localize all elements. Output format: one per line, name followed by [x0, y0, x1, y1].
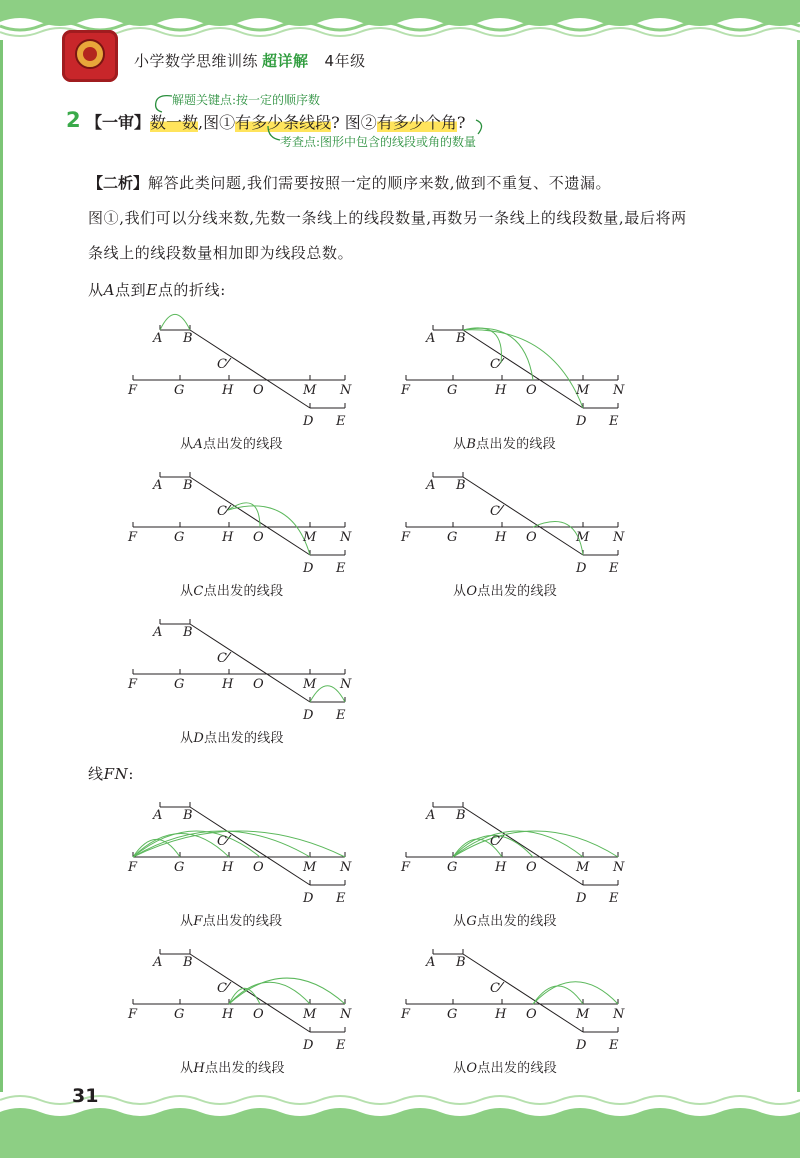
- arc-a-b: [160, 314, 190, 330]
- point-label-b: B: [183, 331, 193, 346]
- figure-from-b: [398, 312, 638, 462]
- segment-bd: [463, 330, 583, 408]
- point-label-m: M: [303, 383, 317, 398]
- point-label-o: O: [253, 677, 264, 692]
- point-label-h: H: [495, 1007, 507, 1022]
- point-label-h: H: [495, 383, 507, 398]
- segment-bd: [463, 954, 583, 1032]
- point-label-g: G: [174, 860, 185, 875]
- figure-from-c: [125, 459, 365, 609]
- point-label-m: M: [303, 860, 317, 875]
- analysis-tag: 【二析】: [88, 174, 149, 192]
- segment-bd: [190, 807, 310, 885]
- figure-from-g: [398, 789, 638, 939]
- book-title: 小学数学思维训练: [134, 52, 259, 70]
- point-label-d: D: [576, 1038, 587, 1053]
- line5-a: 线: [88, 765, 104, 783]
- point-label-f: F: [401, 383, 411, 398]
- book-header: [134, 50, 366, 71]
- question-part4: ? 图②: [331, 113, 377, 132]
- annotation-arrow-icon: [474, 118, 490, 136]
- point-label-e: E: [336, 708, 346, 723]
- point-label-e: E: [336, 1038, 346, 1053]
- point-label-m: M: [576, 383, 590, 398]
- point-label-c: C: [490, 981, 500, 996]
- question-part6: ?: [456, 113, 466, 132]
- point-label-g: G: [447, 1007, 458, 1022]
- point-label-m: M: [576, 530, 590, 545]
- question-part3: 有多少条线段: [235, 113, 332, 132]
- point-label-a: A: [153, 955, 163, 970]
- arc-f-h: [133, 833, 229, 857]
- analysis-line-5: [88, 763, 134, 784]
- point-label-e: E: [336, 561, 346, 576]
- arc-f-n: [133, 831, 345, 857]
- arc-f-g: [133, 839, 180, 857]
- point-label-a: A: [153, 808, 163, 823]
- point-label-g: G: [447, 530, 458, 545]
- top-wave-band: [0, 0, 800, 40]
- segment-bd: [463, 477, 583, 555]
- annotation-exam-point: 考查点:图形中包含的线段或角的数量: [280, 135, 477, 149]
- point-label-b: B: [183, 478, 193, 493]
- point-label-a: A: [426, 808, 436, 823]
- point-label-b: B: [183, 955, 193, 970]
- figure-from-h: [125, 936, 365, 1086]
- point-label-n: N: [613, 530, 625, 545]
- segment-bd: [190, 330, 310, 408]
- figure-from-d: [125, 606, 365, 756]
- point-label-m: M: [303, 677, 317, 692]
- figure-caption: 从G点出发的线段: [453, 914, 557, 929]
- point-label-m: M: [576, 1007, 590, 1022]
- question-part2: ,图①: [198, 113, 236, 132]
- point-label-f: F: [128, 860, 138, 875]
- point-label-h: H: [222, 677, 234, 692]
- point-label-a: A: [153, 331, 163, 346]
- point-label-o: O: [526, 383, 537, 398]
- point-label-b: B: [456, 808, 466, 823]
- annotation-key-point: 解题关键点:按一定的顺序数: [172, 93, 321, 107]
- book-title-highlight: 超详解: [262, 52, 309, 70]
- point-label-f: F: [401, 860, 411, 875]
- point-label-n: N: [340, 530, 352, 545]
- point-label-h: H: [222, 1007, 234, 1022]
- line4-c: 点到: [115, 281, 147, 299]
- point-label-n: N: [613, 383, 625, 398]
- point-label-g: G: [447, 383, 458, 398]
- figure-caption: 从O点出发的线段: [453, 584, 558, 599]
- line4-d: E: [146, 281, 158, 299]
- point-label-o: O: [253, 383, 264, 398]
- point-label-f: F: [128, 677, 138, 692]
- figure-from-o-line: [398, 936, 638, 1086]
- line4-b: A: [103, 281, 116, 299]
- point-label-a: A: [153, 478, 163, 493]
- point-label-e: E: [609, 1038, 619, 1053]
- point-label-d: D: [303, 561, 314, 576]
- figure-from-a: [125, 312, 365, 462]
- arc-b-o: [463, 328, 533, 380]
- point-label-c: C: [217, 357, 227, 372]
- figure-caption: 从B点出发的线段: [453, 437, 556, 452]
- point-label-a: A: [426, 955, 436, 970]
- point-label-n: N: [613, 1007, 625, 1022]
- point-label-m: M: [303, 1007, 317, 1022]
- point-label-c: C: [217, 981, 227, 996]
- point-label-f: F: [401, 530, 411, 545]
- book-logo-icon: [62, 30, 118, 82]
- point-label-f: F: [128, 383, 138, 398]
- point-label-e: E: [609, 414, 619, 429]
- point-label-a: A: [153, 625, 163, 640]
- figure-caption: 从F点出发的线段: [180, 914, 283, 929]
- point-label-h: H: [222, 860, 234, 875]
- page-number: 31: [72, 1085, 99, 1107]
- figure-caption: 从H点出发的线段: [180, 1061, 285, 1076]
- line5-c: :: [128, 765, 134, 783]
- point-label-g: G: [447, 860, 458, 875]
- arc-o-n: [533, 982, 618, 1004]
- figure-from-o: [398, 459, 638, 609]
- line5-b: FN: [103, 765, 129, 783]
- segment-bd: [190, 954, 310, 1032]
- point-label-f: F: [128, 1007, 138, 1022]
- point-label-d: D: [576, 414, 587, 429]
- question-tag: 【一审】: [86, 113, 151, 132]
- arc-h-m: [229, 982, 310, 1004]
- point-label-b: B: [456, 331, 466, 346]
- point-label-g: G: [174, 383, 185, 398]
- point-label-c: C: [490, 357, 500, 372]
- figure-from-f: [125, 789, 365, 939]
- question-part1: 数一数: [150, 113, 199, 132]
- point-label-d: D: [576, 561, 587, 576]
- point-label-m: M: [576, 860, 590, 875]
- arc-h-n: [229, 978, 345, 1004]
- point-label-a: A: [426, 478, 436, 493]
- question-part5: 有多少个角: [376, 113, 457, 132]
- point-label-h: H: [495, 860, 507, 875]
- point-label-o: O: [253, 1007, 264, 1022]
- point-label-n: N: [340, 383, 352, 398]
- analysis-line-4: [88, 279, 226, 300]
- point-label-e: E: [609, 891, 619, 906]
- point-label-c: C: [217, 834, 227, 849]
- point-label-d: D: [303, 708, 314, 723]
- arc-o-m: [533, 986, 583, 1004]
- point-label-n: N: [340, 860, 352, 875]
- question-number: 2: [66, 108, 81, 132]
- point-label-e: E: [336, 891, 346, 906]
- figure-caption: 从D点出发的线段: [180, 731, 284, 746]
- point-label-h: H: [222, 530, 234, 545]
- point-label-o: O: [253, 530, 264, 545]
- point-label-o: O: [526, 1007, 537, 1022]
- line4-a: 从: [88, 281, 104, 299]
- point-label-g: G: [174, 677, 185, 692]
- point-label-c: C: [490, 504, 500, 519]
- analysis-line-1: [88, 172, 611, 193]
- point-label-e: E: [336, 414, 346, 429]
- point-label-e: E: [609, 561, 619, 576]
- left-border: [0, 40, 3, 1092]
- segment-bd: [463, 807, 583, 885]
- line4-e: 点的折线:: [157, 281, 226, 299]
- point-label-a: A: [426, 331, 436, 346]
- point-label-m: M: [303, 530, 317, 545]
- bottom-wave-band: [0, 1092, 800, 1158]
- point-label-d: D: [303, 414, 314, 429]
- point-label-b: B: [456, 955, 466, 970]
- analysis-line-2: 图①,我们可以分线来数,先数一条线上的线段数量,再数另一条线上的线段数量,最后将两: [88, 209, 687, 227]
- point-label-o: O: [253, 860, 264, 875]
- point-label-b: B: [183, 808, 193, 823]
- point-label-b: B: [183, 625, 193, 640]
- analysis-text-1: 解答此类问题,我们需要按照一定的顺序来数,做到不重复、不遗漏。: [148, 174, 612, 192]
- point-label-h: H: [222, 383, 234, 398]
- figure-caption: 从O点出发的线段: [453, 1061, 558, 1076]
- point-label-b: B: [456, 478, 466, 493]
- point-label-n: N: [340, 677, 352, 692]
- analysis-line-3: 条线上的线段数量相加即为线段总数。: [88, 244, 354, 262]
- point-label-d: D: [576, 891, 587, 906]
- point-label-c: C: [490, 834, 500, 849]
- point-label-n: N: [340, 1007, 352, 1022]
- point-label-o: O: [526, 860, 537, 875]
- arc-c-d: [228, 506, 310, 555]
- figure-caption: 从A点出发的线段: [180, 437, 283, 452]
- grade-label: 4年级: [324, 52, 366, 70]
- arc-g-n: [453, 831, 618, 857]
- point-label-n: N: [613, 860, 625, 875]
- figure-caption: 从C点出发的线段: [180, 584, 284, 599]
- point-label-c: C: [217, 651, 227, 666]
- point-label-o: O: [526, 530, 537, 545]
- point-label-g: G: [174, 1007, 185, 1022]
- point-label-d: D: [303, 1038, 314, 1053]
- point-label-h: H: [495, 530, 507, 545]
- segment-bd: [190, 477, 310, 555]
- point-label-f: F: [401, 1007, 411, 1022]
- segment-bd: [190, 624, 310, 702]
- point-label-g: G: [174, 530, 185, 545]
- point-label-d: D: [303, 891, 314, 906]
- point-label-f: F: [128, 530, 138, 545]
- point-label-c: C: [217, 504, 227, 519]
